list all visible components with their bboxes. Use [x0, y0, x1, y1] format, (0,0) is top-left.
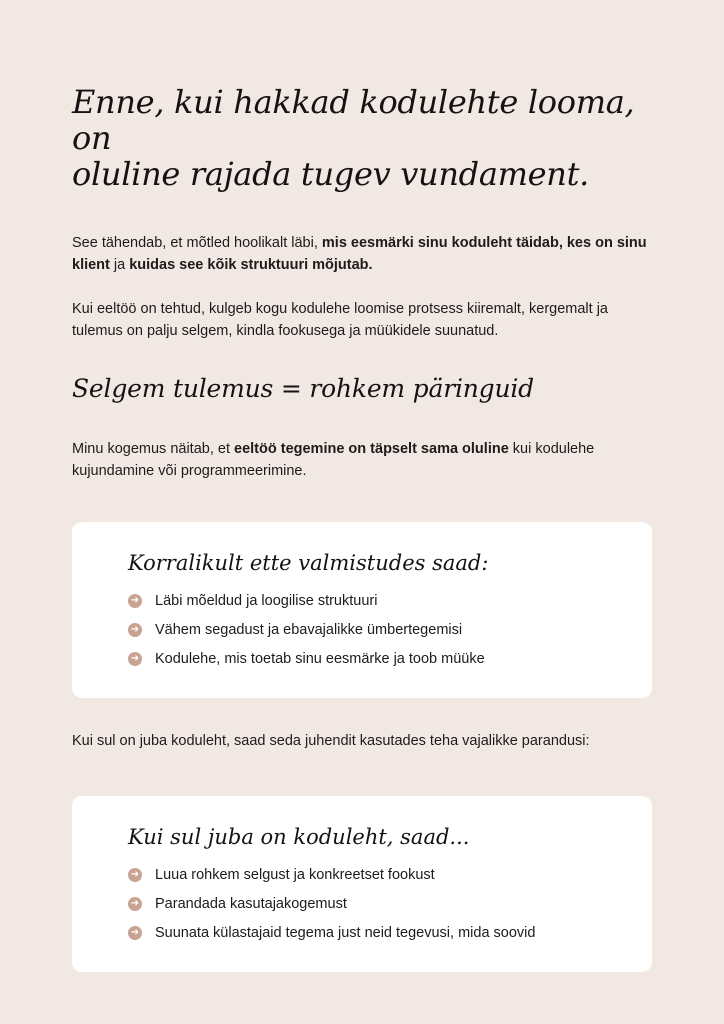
experience-text-end: kui kodulehe kujundamine või programmeerimine. — [72, 441, 595, 479]
list-item — [128, 889, 596, 918]
page-content — [72, 84, 652, 972]
page-title-line-1: Enne, kui hakkad kodulehte looma, on — [72, 83, 635, 157]
list-item — [128, 918, 596, 947]
list-item — [128, 586, 596, 615]
list-item-text: Parandada kasutajakogemust — [155, 895, 347, 912]
list-item — [128, 615, 596, 644]
arrow-right-circle-icon: ➜ — [128, 652, 142, 666]
existing-site-paragraph: Kui sul on juba koduleht, saad seda juhendit kasutades teha vajalikke parandusi: — [72, 733, 590, 749]
intro-text-start: See tähendab, et mõtled hoolikalt läbi, — [72, 235, 322, 251]
intro-paragraph — [72, 232, 652, 276]
existing-site-benefits-card — [72, 796, 652, 972]
section-heading: Selgem tulemus = rohkem päringuid — [72, 374, 534, 403]
arrow-right-circle-icon: ➜ — [128, 926, 142, 940]
experience-bold: eeltöö tegemine on täpselt sama oluline — [234, 441, 509, 457]
arrow-right-circle-icon: ➜ — [128, 897, 142, 911]
experience-paragraph — [72, 438, 652, 482]
experience-text-start: Minu kogemus näitab, et — [72, 441, 235, 457]
list-item — [128, 860, 596, 889]
process-paragraph: Kui eeltöö on tehtud, kulgeb kogu kodulehe loomise protsess kiiremalt, kergemalt ja tulemus on palju selgem, kindla fookusega ja müükidele suunatud. — [72, 301, 608, 339]
intro-text-mid: ja — [109, 257, 130, 273]
benefits-list — [128, 586, 596, 673]
arrow-right-circle-icon: ➜ — [128, 868, 142, 882]
preparation-benefits-card — [72, 522, 652, 698]
list-item-text: Vähem segadust ja ebavajalikke ümbertegemisi — [155, 621, 463, 638]
card-title: Kui sul juba on koduleht, saad... — [128, 825, 470, 849]
intro-bold-structure: kuidas see kõik struktuuri mõjutab. — [129, 257, 373, 273]
arrow-right-circle-icon: ➜ — [128, 594, 142, 608]
arrow-right-circle-icon: ➜ — [128, 623, 142, 637]
page-title-line-2: oluline rajada tugev vundament. — [72, 155, 590, 193]
list-item-text: Läbi mõeldud ja loogilise struktuuri — [155, 592, 378, 609]
list-item-text: Suunata külastajaid tegema just neid tegevusi, mida soovid — [155, 924, 536, 941]
card-title: Korralikult ette valmistudes saad: — [128, 551, 489, 575]
list-item-text: Kodulehe, mis toetab sinu eesmärke ja toob müüke — [155, 650, 485, 667]
list-item — [128, 644, 596, 673]
intro-bold-goals: mis eesmärki sinu koduleht täidab, kes on sinu klient — [72, 235, 647, 273]
list-item-text: Luua rohkem selgust ja konkreetset fookust — [155, 866, 435, 883]
improvements-list — [128, 860, 596, 947]
page-title — [72, 84, 652, 192]
